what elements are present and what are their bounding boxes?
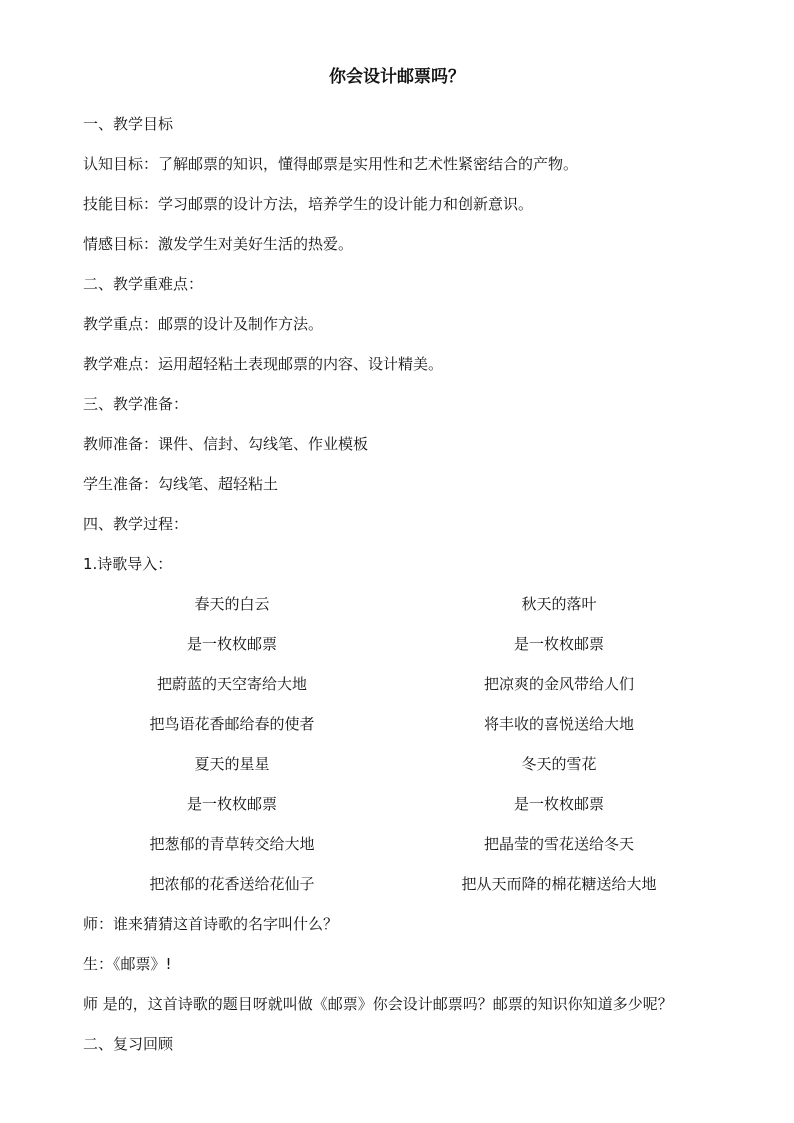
goal-skill: 技能目标：学习邮票的设计方法，培养学生的设计能力和创新意识。 [83, 195, 534, 213]
teacher-question: 师：谁来猜猜这首诗歌的名字叫什么？ [83, 915, 339, 933]
section-heading-preparation: 三、教学准备： [83, 395, 189, 413]
page-title: 你会设计邮票吗？ [329, 67, 465, 87]
step-poem-intro: 1.诗歌导入： [83, 555, 173, 573]
poem-line-right: 把凉爽的金风带给人们 [483, 675, 634, 693]
teacher-response: 师 是的，这首诗歌的题目呀就叫做《邮票》你会设计邮票吗？邮票的知识你知道多少呢？ [83, 995, 673, 1013]
goal-cognitive: 认知目标：了解邮票的知识，懂得邮票是实用性和艺术性紧密结合的产物。 [83, 155, 579, 173]
poem-line-left: 把浓郁的花香送给花仙子 [149, 875, 315, 893]
poem-line-right: 冬天的雪花 [521, 755, 597, 773]
poem-line-right: 是一枚枚邮票 [513, 795, 604, 813]
student-answer: 生：《邮票》! [83, 955, 172, 973]
poem-line-left: 把蔚蓝的天空寄给大地 [156, 675, 307, 693]
poem-line-right: 是一枚枚邮票 [513, 635, 604, 653]
poem-line-left: 春天的白云 [194, 595, 270, 613]
key-point: 教学重点：邮票的设计及制作方法。 [83, 315, 324, 333]
teacher-preparation: 教师准备：课件、信封、勾线笔、作业模板 [83, 435, 369, 453]
section-heading-review: 二、复习回顾 [83, 1035, 174, 1053]
poem-line-right: 把晶莹的雪花送给冬天 [483, 835, 634, 853]
section-heading-key-points: 二、教学重难点： [83, 275, 204, 293]
goal-emotion: 情感目标：激发学生对美好生活的热爱。 [83, 235, 354, 253]
poem-line-left: 是一枚枚邮票 [186, 635, 277, 653]
poem-line-left: 是一枚枚邮票 [186, 795, 277, 813]
poem-line-left: 把鸟语花香邮给春的使者 [149, 715, 315, 733]
student-preparation: 学生准备：勾线笔、超轻粘土 [83, 475, 279, 493]
poem-line-right: 把从天而降的棉花糖送给大地 [461, 875, 657, 893]
poem-line-left: 把葱郁的青草转交给大地 [149, 835, 315, 853]
poem-line-right: 将丰收的喜悦送给大地 [483, 715, 634, 733]
section-heading-process: 四、教学过程： [83, 515, 189, 533]
difficult-point: 教学难点：运用超轻粘土表现邮票的内容、设计精美。 [83, 355, 444, 373]
poem-line-left: 夏天的星星 [194, 755, 270, 773]
poem-line-right: 秋天的落叶 [521, 595, 597, 613]
section-heading-objectives: 一、教学目标 [83, 115, 174, 133]
